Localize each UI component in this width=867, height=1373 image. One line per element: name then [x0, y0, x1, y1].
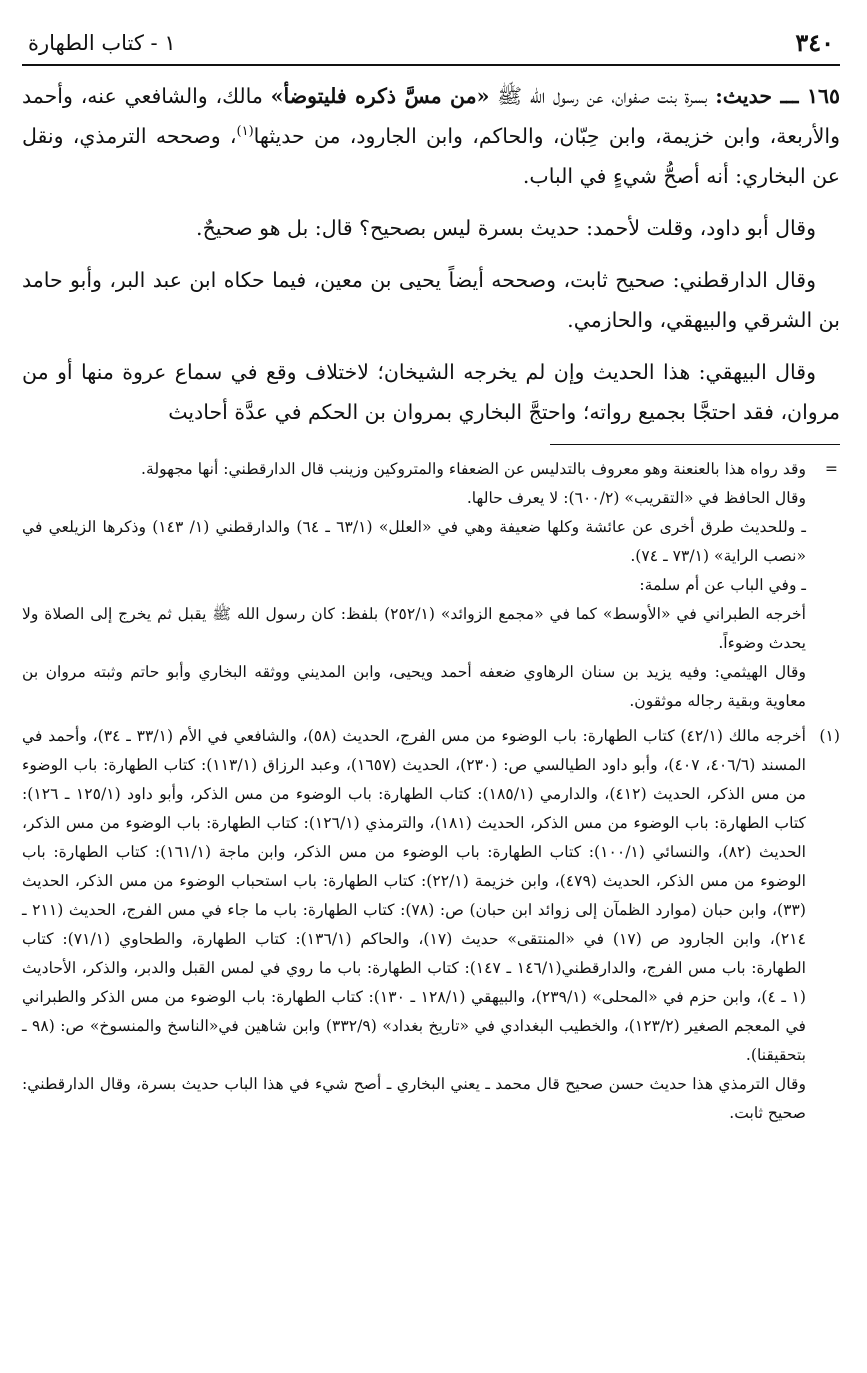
abu-dawud-paragraph: وقال أبو داود، وقلت لأحمد: حديث بسرة ليس بصحيح؟ قال: بل هو صحيحٌ.: [196, 216, 816, 240]
hadith-quote: «من مسَّ ذكره فليتوضأ»: [270, 84, 490, 108]
note-line: ـ وللحديث طرق أخرى عن عائشة وكلها ضعيفة وهي في «العلل» (٦٣/١ ـ ٦٤) والدارقطني (١/ ١٤٣) وذكرها الزيلعي في «نصب الراية» (٧٣/١ ـ ٧٤).: [22, 518, 806, 565]
hadith-text-part2: مالك، والشافعي عنه، وأحمد والأربعة، وابن خزيمة، وابن حِبّان، والحاكم، وابن الجارود، من حديثها: [22, 84, 840, 148]
chapter-title: ١ - كتاب الطهارة: [28, 31, 176, 55]
note-line: وقد رواه هذا بالعنعنة وهو معروف بالتدليس عن الضعفاء والمتروكين وزينب قال الدارقطني: أنها مجهولة.: [141, 460, 806, 478]
hadith-number: ١٦٥ ـــ حديث:: [715, 84, 840, 108]
footnote-tirmidhi-comment: وقال الترمذي هذا حديث حسن صحيح قال محمد ـ يعني البخاري ـ أصح شيء في هذا الباب حديث بسرة، وقال الدارقطني: صحيح ثابت.: [22, 1075, 806, 1122]
hadith-text-part3: ، وصححه الترمذي، ونقل عن البخاري: أنه أصحُّ شيءٍ في الباب.: [22, 124, 840, 188]
footnote-number: (١): [819, 727, 840, 745]
footnote-text: أخرجه مالك (٤٢/١) كتاب الطهارة: باب الوضوء من مس الفرج، الحديث (٥٨)، والشافعي في الأم (٣٣/١ ـ ٣٤)، وأحمد في المسند (٤٠٦/٦، ٤٠٧)، وأبو داود الطيالسي ص: (٢٣٠)، الحديث (١٦٥٧)، وعبد الرزاق (١١٣/١): كتاب الطهارة: باب الوضوء من مس الذكر، الحديث (٤١٢)، والدارمي (١٨٥/١): كتاب الطهارة: باب الوضوء من مس الذكر، وأبو داود (١٢٥/١ ـ ١٢٦): كتاب الطهارة: باب الوضوء من مس الذكر، الحديث (١٨١)، والترمذي (١٢٦/١): كتاب الطهارة: باب الوضوء من مس الذكر، الحديث (٨٢)، والنسائي (١٠٠/١): كتاب الطهارة: باب الوضوء من مس الذكر، وابن ماجة (١٦١/١): كتاب الطهارة: باب الوضوء من مس الذكر، الحديث (٤٧٩)، وابن خزيمة (٢٢/١): كتاب الطهارة: باب استحباب الوضوء من مس الذكر، الحديث (٣٣)، وابن حبان (موارد الظمآن إلى زوائد ابن حبان) ص: (٧٨): كتاب الطهارة: باب ما جاء في مس الفرج، الحديث (٢١١ ـ ٢١٤)، وابن الجارود ص (١٧) في «المنتقى» حديث (١٧)، والحاكم (١٣٦/١): كتاب الطهارة، والطحاوي (٧١/١): كتاب الطهارة: باب مس الفرج، والدارقطني(١٤٦/١ ـ ١٤٧): كتاب الطهارة: باب ما روي في لمس القبل والدبر، والذكر، الأحاديث (١ ـ ٤)، وابن حزم في «المحلى» (٢٣٩/١)، والبيهقي (١٢٨/١ ـ ١٣٠): كتاب الطهارة: باب الوضوء من مس الذكر والطبراني في المعجم الصغير (١٢٣/٢)، والخطيب البغدادي في «تاريخ بغداد» (٣٣٢/٩) وابن شاهين في«الناسخ والمنسوخ» ص: (٩٨ ـ بتحقيقنا).: [22, 727, 807, 1064]
continuation-mark: =: [824, 460, 838, 478]
footnotes-section: [22, 455, 840, 1128]
note-line: وقال الحافظ في «التقريب» (٦٠٠/٢): لا يعرف حالها.: [466, 489, 806, 507]
footnote-divider: [550, 444, 840, 445]
note-line: ـ وفي الباب عن أم سلمة:: [639, 576, 806, 594]
hadith-text-part1: بسرة بنت صفوان، عن رسول الله ﷺ: [489, 84, 708, 108]
hadith-paragraph: [22, 76, 840, 196]
page-number: ٣٤٠: [795, 28, 834, 57]
footnote-1: [22, 722, 840, 1128]
daraqutni-paragraph: وقال الدارقطني: صحيح ثابت، وصححه أيضاً يحيى بن معين، فيما حكاه ابن عبد البر، وأبو حامد بن الشرقي والبيهقي، والحازمي.: [22, 268, 840, 332]
continued-note: [22, 455, 840, 716]
footnote-reference[interactable]: (١): [236, 124, 254, 140]
note-line: وقال الهيثمي: وفيه يزيد بن سنان الرهاوي ضعفه أحمد ويحيى، وابن المديني ووثقه البخاري وأبو حاتم وثبته مروان بن معاوية وبقية رجاله موثقون.: [22, 663, 806, 710]
note-line: أخرجه الطبراني في «الأوسط» كما في «مجمع الزوائد» (٢٥٢/١) بلفظ: كان رسول الله ﷺ يقبل ثم يخرج إلى الصلاة ولا يحدث وضوءاً.: [22, 605, 806, 652]
main-text: [22, 76, 840, 432]
bayhaqi-paragraph: وقال البيهقي: هذا الحديث وإن لم يخرجه الشيخان؛ لاختلاف وقع في سماع عروة منها أو من مروان، فقد احتجَّا بجميع رواته؛ واحتجَّ البخاري بمروان بن الحكم في عدَّة أحاديث: [22, 360, 840, 424]
book-page: [22, 28, 840, 1128]
page-header: [22, 28, 840, 66]
